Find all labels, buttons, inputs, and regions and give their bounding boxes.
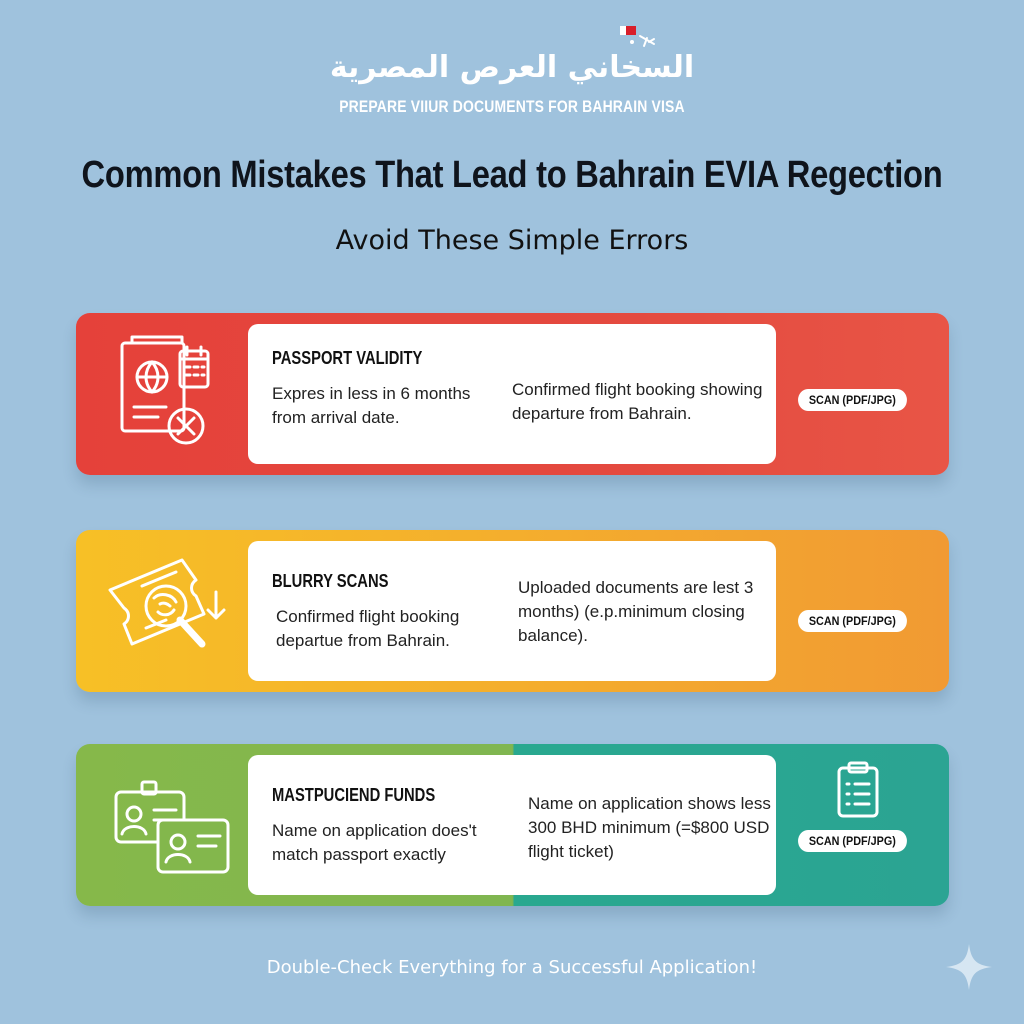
mistake-requirement: Confirmed flight booking showing departure from Bahrain.	[512, 380, 763, 423]
mistake-requirement: Uploaded documents are lest 3 months) (e.p.minimum closing balance).	[518, 578, 754, 645]
mistake-panel	[248, 755, 776, 895]
footer-message: Double-Check Everything for a Successful Application!	[266, 957, 758, 978]
mistake-heading: PASSPORT VALIDITY	[272, 348, 423, 368]
page-subtitle: Avoid These Simple Errors	[335, 225, 689, 256]
page-title: Common Mistakes That Lead to Bahrain EVIA Regection	[81, 154, 943, 196]
mistake-description: Name on application does't match passport exactly	[272, 821, 477, 864]
brand-arabic-name: السخاني العرص المصرية	[329, 50, 695, 85]
mistake-heading: MASTPUCIEND FUNDS	[272, 785, 436, 805]
mistake-description: Expres in less in 6 months from arrival date.	[272, 384, 471, 427]
mistake-panel	[248, 324, 776, 464]
mistake-card-insufficient-funds	[76, 744, 949, 906]
blurry-document-magnifier-icon	[96, 550, 246, 672]
mistake-card-passport-validity	[76, 313, 949, 475]
mistake-panel	[248, 541, 776, 681]
mistake-requirement: Name on application shows less 300 BHD minimum (=$800 USD flight ticket)	[528, 794, 771, 861]
scan-format-badge: SCAN (PDF/JPG)	[798, 610, 907, 632]
mistake-heading: BLURRY SCANS	[272, 571, 389, 591]
mistake-card-blurry-scans	[76, 530, 949, 692]
brand-tagline: PREPARE VIIUR DOCUMENTS FOR BAHRAIN VISA	[339, 97, 685, 116]
id-cards-icon	[96, 764, 246, 886]
scan-format-badge: SCAN (PDF/JPG)	[798, 830, 907, 852]
passport-rejected-icon	[96, 333, 246, 455]
clipboard-checklist-icon	[833, 760, 883, 820]
mistake-description: Confirmed flight booking departue from Bahrain.	[276, 607, 460, 650]
sparkle-icon	[944, 942, 994, 992]
scan-format-badge: SCAN (PDF/JPG)	[798, 389, 907, 411]
